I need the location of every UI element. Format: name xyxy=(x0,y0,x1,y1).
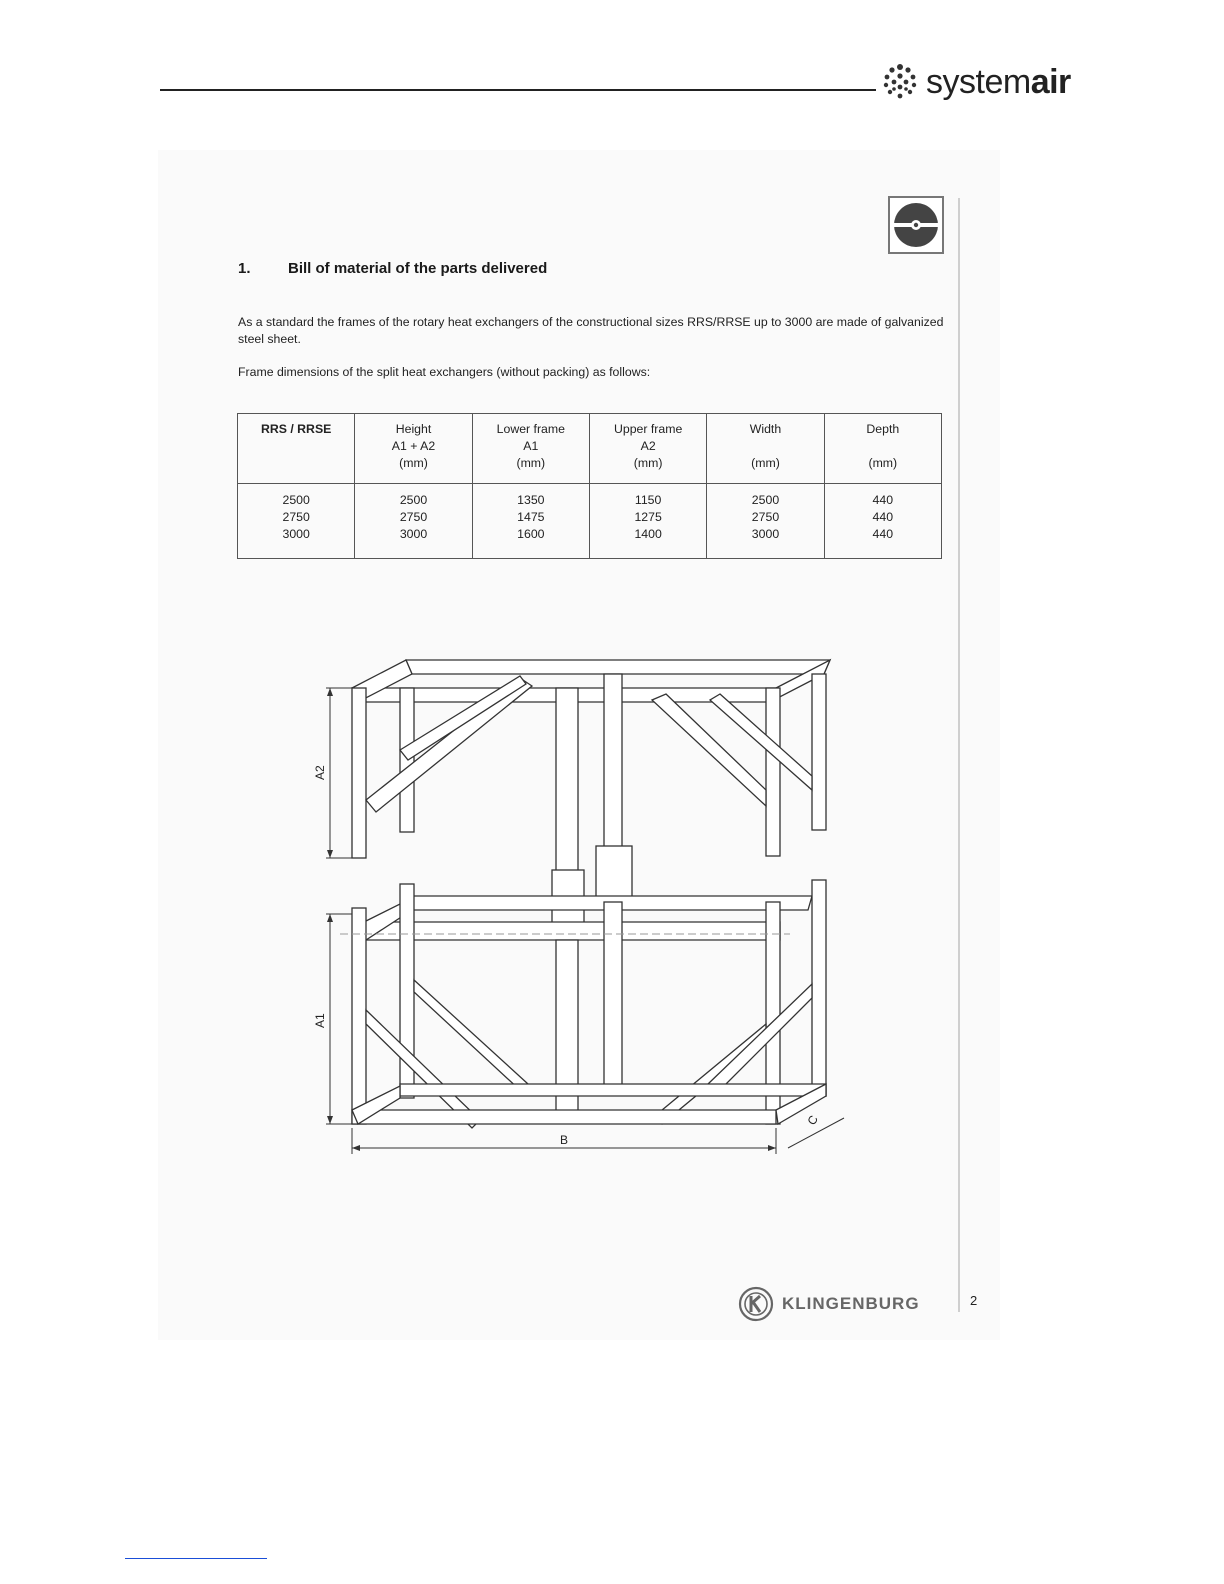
intro-paragraph: As a standard the frames of the rotary heat exchangers of the constructional sizes RRS/RRSE up to 3000 are made of galvanized steel sheet. xyxy=(238,315,944,346)
header-rule xyxy=(160,89,876,91)
page-number: 2 xyxy=(970,1293,978,1308)
table-cell: 2500 2750 3000 xyxy=(707,484,824,559)
brand-name: systemair xyxy=(926,62,1071,101)
klingenburg-k-icon xyxy=(738,1286,774,1322)
section-number: 1. xyxy=(238,260,251,277)
header-cell: RRS / RRSE xyxy=(238,414,355,484)
table-cell: 2500 2750 3000 xyxy=(355,484,472,559)
table-cell: 2500 2750 3000 xyxy=(238,484,355,559)
table-cell: 1350 1475 1600 xyxy=(472,484,589,559)
table-cell: 440 440 440 xyxy=(824,484,941,559)
section-title: Bill of material of the parts delivered xyxy=(288,260,548,277)
rotary-wheel-icon xyxy=(888,196,944,254)
dim-label-b: B xyxy=(560,1133,569,1147)
header-cell: Upper frame A2 (mm) xyxy=(589,414,706,484)
dim-label-a2: A2 xyxy=(313,765,327,780)
header-cell: Depth (mm) xyxy=(824,414,941,484)
dim-label-a1: A1 xyxy=(313,1013,327,1028)
header-cell: Lower frame A1 (mm) xyxy=(472,414,589,484)
side-rule xyxy=(958,198,960,1312)
table-body-row xyxy=(238,484,942,559)
header-cell: Width (mm) xyxy=(707,414,824,484)
table-cell: 1150 1275 1400 xyxy=(589,484,706,559)
header-cell: Height A1 + A2 (mm) xyxy=(355,414,472,484)
table-header-row xyxy=(238,414,942,484)
systemair-logo xyxy=(880,62,1071,102)
dimensions-lead-paragraph: Frame dimensions of the split heat exchangers (without packing) as follows: xyxy=(238,365,651,379)
systemair-dots-icon xyxy=(880,62,920,102)
frame-dimensions-table xyxy=(237,413,942,559)
klingenburg-logo xyxy=(738,1286,920,1322)
split-frame-drawing xyxy=(300,640,860,1170)
bottom-link-underline[interactable] xyxy=(125,1558,267,1559)
section-heading xyxy=(238,260,547,277)
dim-label-c: C xyxy=(804,1112,821,1128)
klingenburg-text: KLINGENBURG xyxy=(782,1294,920,1313)
